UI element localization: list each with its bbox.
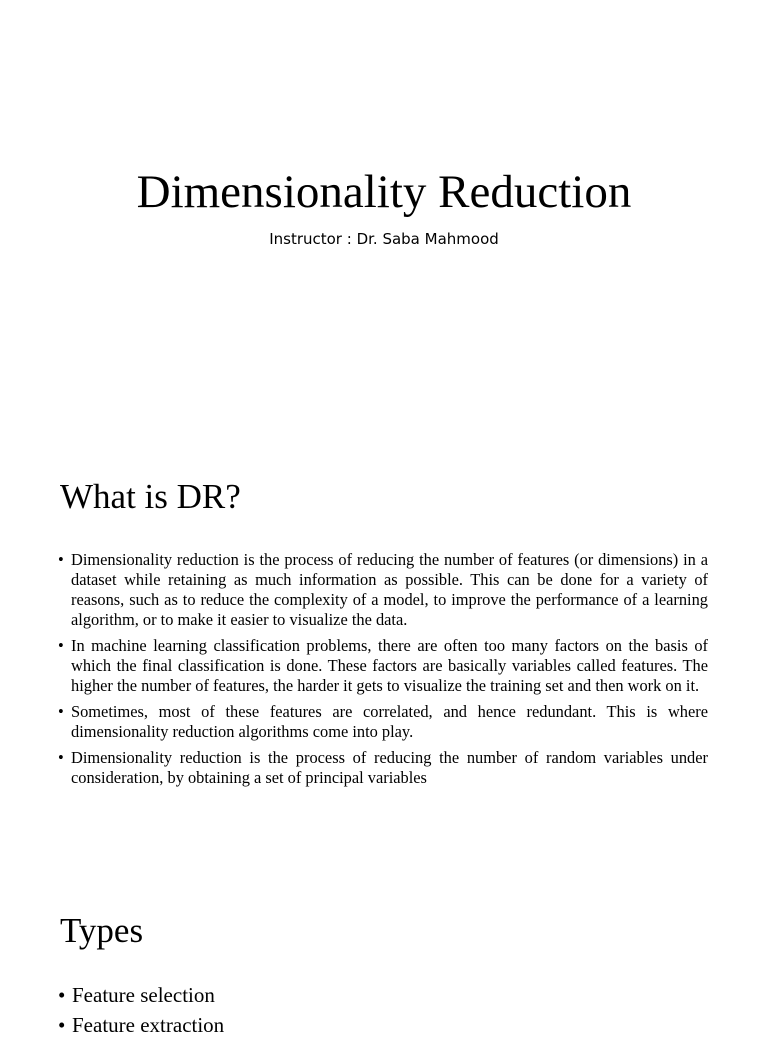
bullet-icon: •	[58, 748, 64, 767]
list-item	[58, 550, 708, 630]
list-item	[58, 980, 558, 1010]
list-item	[58, 1010, 558, 1040]
list-item	[58, 748, 708, 788]
list-item	[58, 702, 708, 742]
bullet-list	[58, 980, 558, 1040]
bullet-icon: •	[58, 983, 66, 1007]
bullet-icon: •	[58, 702, 64, 721]
bullet-icon: •	[58, 1013, 66, 1037]
what-is-dr-slide	[0, 432, 768, 864]
slide-heading: What is DR?	[60, 477, 241, 516]
list-item	[58, 636, 708, 696]
bullet-text: Feature extraction	[72, 1013, 225, 1037]
bullet-icon: •	[58, 550, 64, 569]
bullet-icon: •	[58, 636, 64, 655]
types-slide	[0, 864, 768, 1037]
bullet-text: In machine learning classification problems, there are often too many factors on the basis of which the final classification is done. These factors are basically variables called features. The higher the number of features, the harder it gets to visualize the training set and then work on it.	[71, 636, 708, 695]
bullet-text: Dimensionality reduction is the process of reducing the number of features (or dimensions) in a dataset while retaining as much information as possible. This can be done for a variety of reasons, such as to reduce the complexity of a model, to improve the performance of a learning algorithm, or to make it easier to visualize the data.	[71, 550, 708, 629]
bullet-text: Dimensionality reduction is the process of reducing the number of random variables under consideration, by obtaining a set of principal variables	[71, 748, 708, 787]
slide-title: Dimensionality Reduction	[136, 166, 632, 218]
bullet-text: Feature selection	[72, 983, 215, 1007]
bullet-text: Sometimes, most of these features are correlated, and hence redundant. This is where dimensionality reduction algorithms come into play.	[71, 702, 708, 741]
bullet-list	[58, 550, 708, 794]
slide-subtitle: Instructor : Dr. Saba Mahmood	[269, 230, 499, 248]
slide-heading: Types	[60, 911, 144, 950]
title-slide	[0, 0, 768, 432]
